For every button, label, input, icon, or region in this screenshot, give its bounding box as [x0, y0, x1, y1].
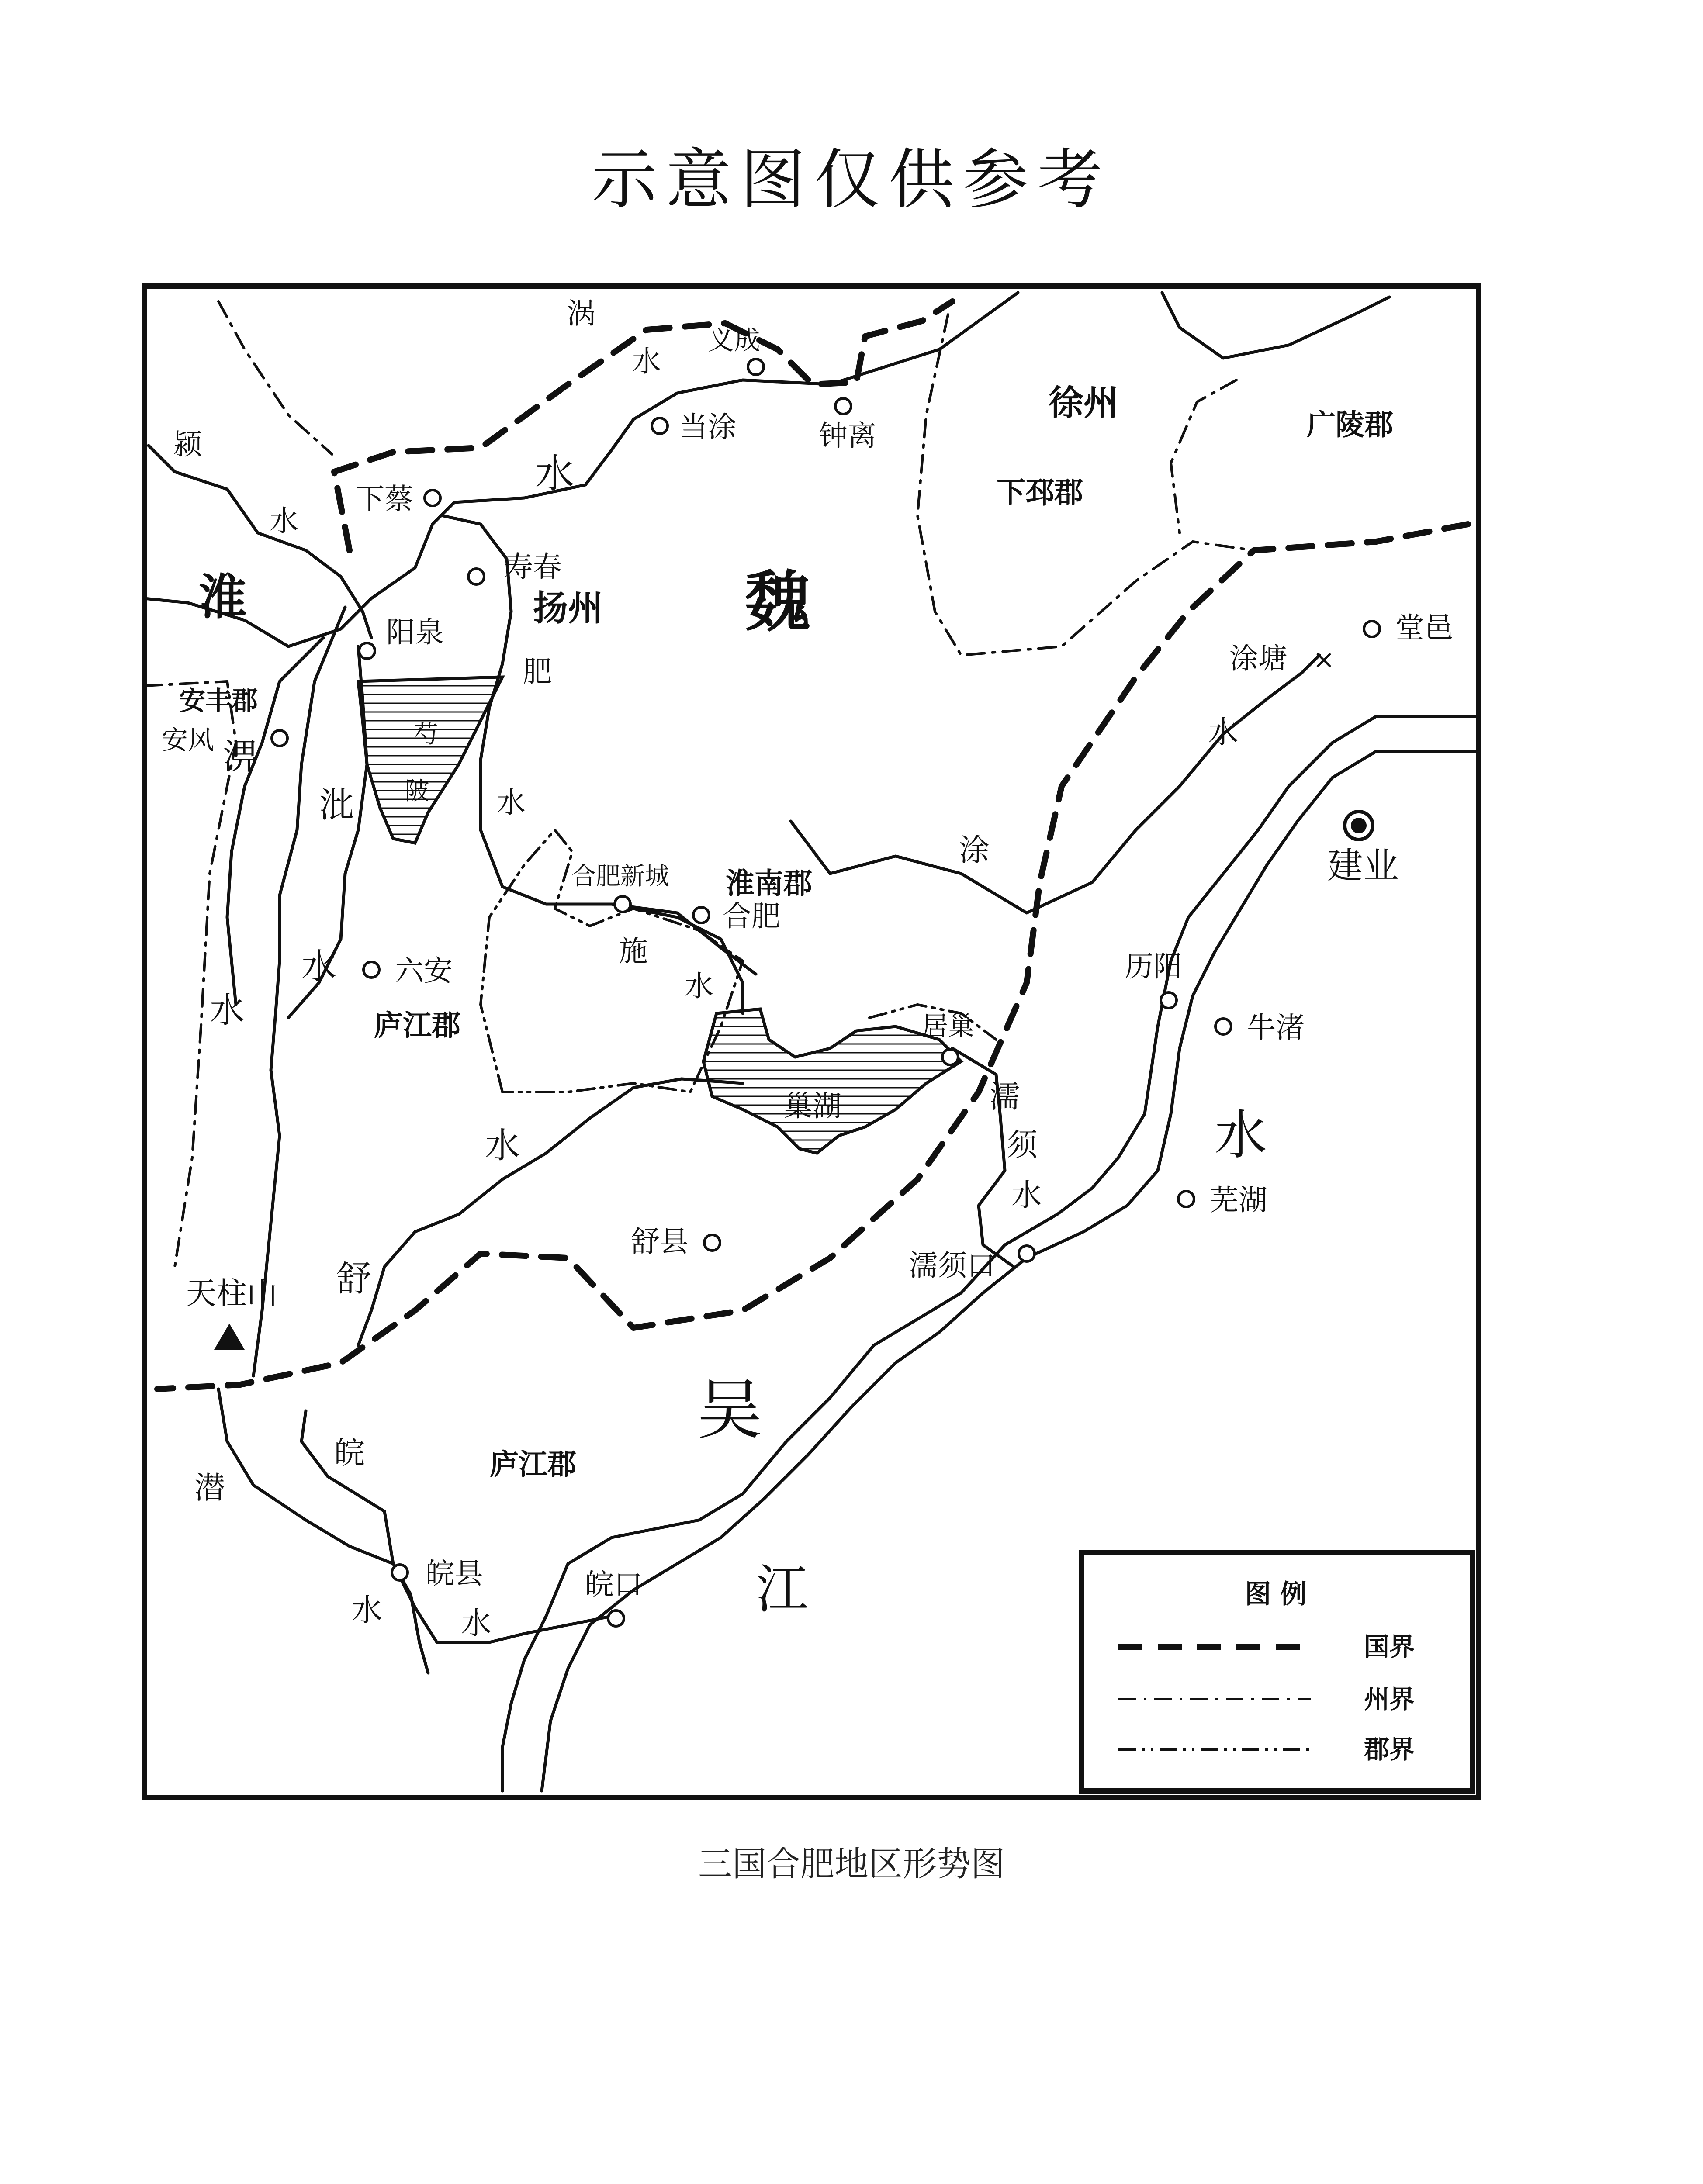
city-marker-dangtu — [652, 418, 668, 434]
city-marker-liuan — [363, 962, 379, 978]
capital-marker-jianye-inner — [1351, 818, 1367, 833]
label-city-xiacai: 下蔡 — [356, 482, 413, 516]
city-marker-shuxian — [704, 1235, 720, 1251]
label-river-ruxu-2: 须 — [1007, 1127, 1038, 1163]
label-river-pi-1: 淠 — [223, 736, 258, 777]
label-river-ruxu-3: 水 — [1011, 1177, 1042, 1213]
map-labels — [162, 297, 1453, 1641]
city-marker-ruxukou — [1019, 1246, 1035, 1261]
label-river-fei-2: 水 — [497, 786, 526, 819]
label-city-hefei: 合肥 — [723, 899, 780, 933]
mountain-icon — [214, 1324, 245, 1350]
label-city-wankou: 皖口 — [585, 1568, 643, 1601]
label-province-xuzhou: 徐州 — [1049, 383, 1118, 423]
label-river-ruxu-1: 濡 — [990, 1079, 1020, 1115]
label-city-liuan: 六安 — [395, 954, 453, 988]
label-river-ying: 颍 — [173, 428, 202, 461]
city-marker-xiacai — [425, 490, 440, 506]
province-border-west — [144, 681, 236, 1267]
label-city-yangquan: 阳泉 — [386, 615, 444, 649]
label-city-jianye: 建业 — [1327, 845, 1399, 887]
label-river-qian-2: 水 — [352, 1592, 382, 1628]
city-marker-wanxian — [392, 1565, 408, 1580]
label-river-wan-2: 水 — [461, 1605, 492, 1641]
label-river-liu-shui: 水 — [301, 946, 336, 987]
label-river-tu-1: 涂 — [959, 832, 990, 868]
label-commandery-xiapi: 下邳郡 — [997, 476, 1083, 509]
label-river-huai-main: 水 — [535, 451, 575, 497]
page-title: 示意图仅供参考 — [591, 142, 1111, 218]
label-river-shi-2: 水 — [685, 969, 713, 1003]
city-marker-liyang — [1161, 992, 1177, 1008]
label-river-huai-shui: 水 — [270, 504, 298, 538]
label-lake-quebei-1: 芍 — [414, 720, 438, 749]
legend-label-commandery: 郡界 — [1364, 1735, 1415, 1764]
city-marker-shouchun — [468, 569, 484, 584]
city-marker-tangyi — [1364, 621, 1380, 637]
province-border-north — [218, 301, 332, 454]
city-marker-niuzhu — [1215, 1019, 1231, 1034]
city-marker-wankou — [608, 1610, 624, 1626]
label-river-guo-2: 水 — [632, 345, 661, 378]
label-river-jiang-2: 水 — [1215, 1105, 1267, 1166]
legend-label-national: 国界 — [1364, 1632, 1415, 1662]
battle-cross-icon: × — [1312, 644, 1335, 675]
label-commandery-guangling: 广陵郡 — [1307, 408, 1393, 442]
label-city-zhongli: 钟离 — [819, 419, 876, 453]
label-city-niuzhu: 牛渚 — [1247, 1011, 1305, 1044]
label-river-pi-2: 水 — [210, 990, 245, 1030]
city-marker-anfeng — [272, 730, 287, 746]
label-battle-site: 涂塘 — [1229, 642, 1287, 675]
label-lake-chaohu: 巢湖 — [784, 1089, 841, 1123]
river-shu — [358, 1079, 743, 1345]
label-river-bi: 沘 — [319, 784, 354, 825]
label-city-wuhu: 芜湖 — [1210, 1183, 1267, 1217]
label-river-shu-1: 舒 — [336, 1258, 371, 1299]
label-river-guo-1: 涡 — [567, 297, 595, 330]
label-city-hefei-new: 合肥新城 — [571, 862, 669, 891]
label-city-shuxian: 舒县 — [631, 1225, 689, 1258]
legend — [1081, 1553, 1472, 1791]
map-caption: 三国合肥地区形势图 — [698, 1845, 1005, 1884]
label-kingdom-wu: 吴 — [696, 1372, 763, 1448]
city-marker-wuhu — [1178, 1191, 1194, 1207]
label-city-ruxukou: 濡须口 — [909, 1249, 996, 1282]
label-city-wanxian: 皖县 — [426, 1557, 483, 1590]
label-commandery-lujiang-south: 庐江郡 — [490, 1448, 576, 1481]
city-marker-hefei — [693, 907, 709, 923]
label-city-shouchun: 寿春 — [504, 550, 562, 584]
label-city-yicheng: 义成 — [708, 325, 760, 356]
label-river-fei-1: 肥 — [523, 655, 552, 688]
label-city-juchao: 居巢 — [922, 1011, 974, 1042]
city-marker-yicheng — [748, 359, 764, 375]
city-marker-juchao — [942, 1049, 958, 1065]
label-river-shi-1: 施 — [619, 934, 648, 968]
river-tu — [791, 655, 1319, 913]
province-border-guangling — [1171, 380, 1236, 533]
label-city-tangyi: 堂邑 — [1395, 611, 1453, 645]
label-mountain: 天柱山 — [186, 1275, 277, 1311]
label-commandery-lujiang-north: 庐江郡 — [374, 1009, 460, 1042]
river-ying — [149, 446, 371, 638]
city-marker-hefei-new — [615, 896, 630, 912]
label-river-huai: 淮 — [199, 569, 247, 625]
legend-label-province: 州界 — [1364, 1684, 1415, 1714]
province-border-xuzhou — [917, 314, 1254, 655]
label-lake-quebei-2: 陂 — [405, 777, 429, 805]
label-river-qian-1: 潜 — [194, 1470, 225, 1506]
label-kingdom-wei: 魏 — [744, 564, 811, 640]
label-province-yangzhou: 扬州 — [533, 588, 603, 629]
label-city-anfeng: 安风 — [162, 725, 214, 756]
river-fei — [441, 515, 756, 974]
city-marker-zhongli — [835, 398, 851, 414]
river-huai-east — [1162, 293, 1389, 358]
label-city-liyang: 历阳 — [1125, 950, 1182, 983]
label-city-dangtu: 当涂 — [679, 410, 737, 444]
label-commandery-huainan: 淮南郡 — [726, 867, 812, 900]
legend-title: 图 例 — [1245, 1579, 1307, 1610]
label-commandery-anfeng: 安丰郡 — [179, 686, 258, 716]
label-river-shu-2: 水 — [485, 1125, 520, 1166]
label-river-tu-2: 水 — [1208, 714, 1239, 750]
label-river-wan-1: 皖 — [334, 1435, 365, 1471]
label-river-jiang-1: 江 — [756, 1559, 808, 1620]
city-marker-yangquan — [359, 643, 375, 659]
